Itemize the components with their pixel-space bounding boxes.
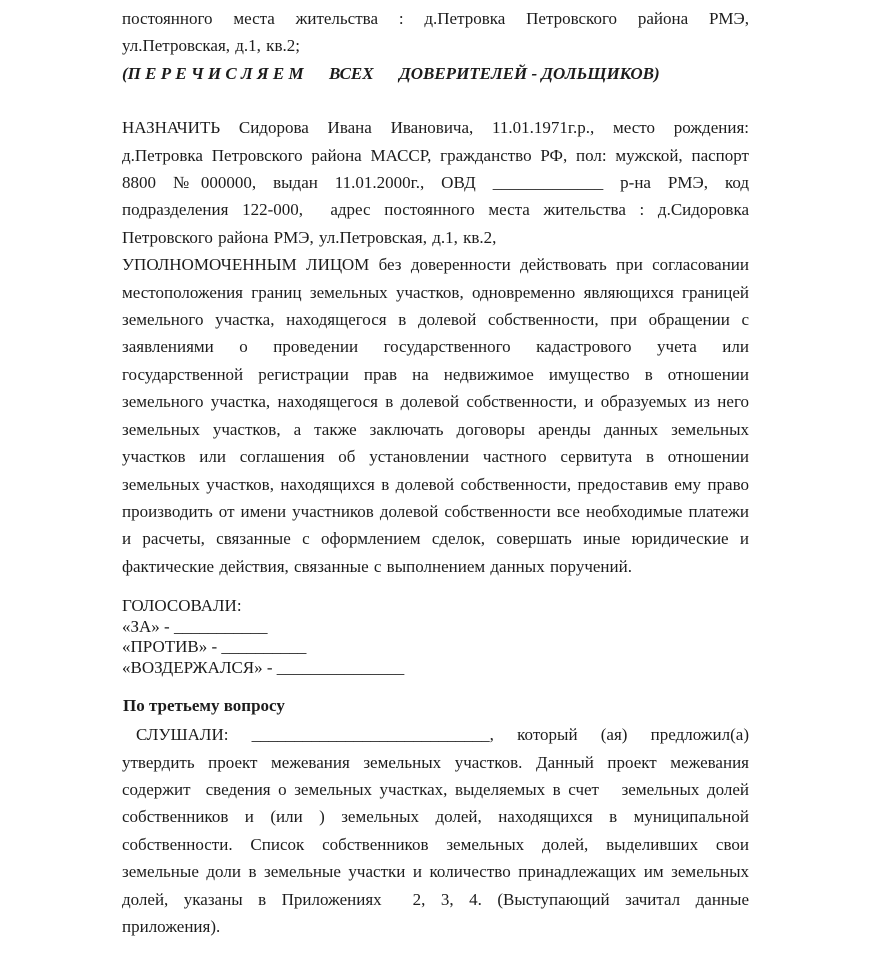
voting-abstained-line: «ВОЗДЕРЖАЛСЯ» - _______________ bbox=[122, 657, 405, 677]
voting-title: ГОЛОСОВАЛИ: bbox=[122, 596, 242, 616]
voting-for-line: «ЗА» - ___________ bbox=[122, 616, 268, 636]
third-question-listened-paragraph: СЛУШАЛИ: ____________________________, который (ая) предложил(а) утвердить проект межевания земельных участков. Данный проект межевания содержит сведения о земельных участках, выделяемых в счет земельных долей собственников и (или ) земельных долей, находящихся в муниципальной собственности. Список собственников земельных долей, выделивших свои земельные доли в земельные участки и количество принадлежащих им земельных долей, указаны в Приложениях 2, 3, 4. (Выступающий зачитал данные приложения). bbox=[122, 725, 755, 936]
appoint-authorized-person-paragraph: НАЗНАЧИТЬ Сидорова Ивана Ивановича, 11.01.1971г.р., место рождения: д.Петровка Петровского района МАССР, гражданство РФ, пол: мужской, паспорт 8800 №000000, выдан 11.01.2000г., ОВД _____________ р-на РМЭ, код подразделения 122-000, адрес постоянного места жительства : д.Сидоровка Петровского района РМЭ, ул.Петровская, д.1, кв.2, bbox=[122, 118, 755, 247]
authorized-person-powers-paragraph: УПОЛНОМОЧЕННЫМ ЛИЦОМ без доверенности действовать при согласовании местоположения границ земельных участков, одновременно являющихся границей земельного участка, находящегося в долевой собственности, при обращении с заявлениями о проведении государственного кадастрового учета или государственной регистрации прав на недвижимое имущество в отношении земельного участка, находящегося в долевой собственности, и образуемых из него земельных участков, а также заключать договоры аренды данных земельных участков или соглашения об установлении частного сервитута в отношении земельных участков, находящихся в долевой собственности, предоставив ему право производить от имени участников долевой собственности все необходимые платежи и расчеты, связанные с оформлением сделок, совершать иные юридические и фактические действия, связанные с выполнением данных поручений. bbox=[122, 255, 760, 576]
voting-results-block bbox=[122, 596, 749, 678]
third-question-heading: По третьему вопросу bbox=[123, 696, 285, 716]
residence-continuation-text: постоянного места жительства : д.Петровка Петровского района РМЭ, ул.Петровская, д.1, кв.2; bbox=[122, 9, 755, 56]
voting-against-line: «ПРОТИВ» - __________ bbox=[122, 637, 307, 657]
enumerate-principals-note: (П Е Р Е Ч И С Л Я Е М ВСЕХ ДОВЕРИТЕЛЕЙ - ДОЛЬЩИКОВ) bbox=[122, 63, 660, 83]
